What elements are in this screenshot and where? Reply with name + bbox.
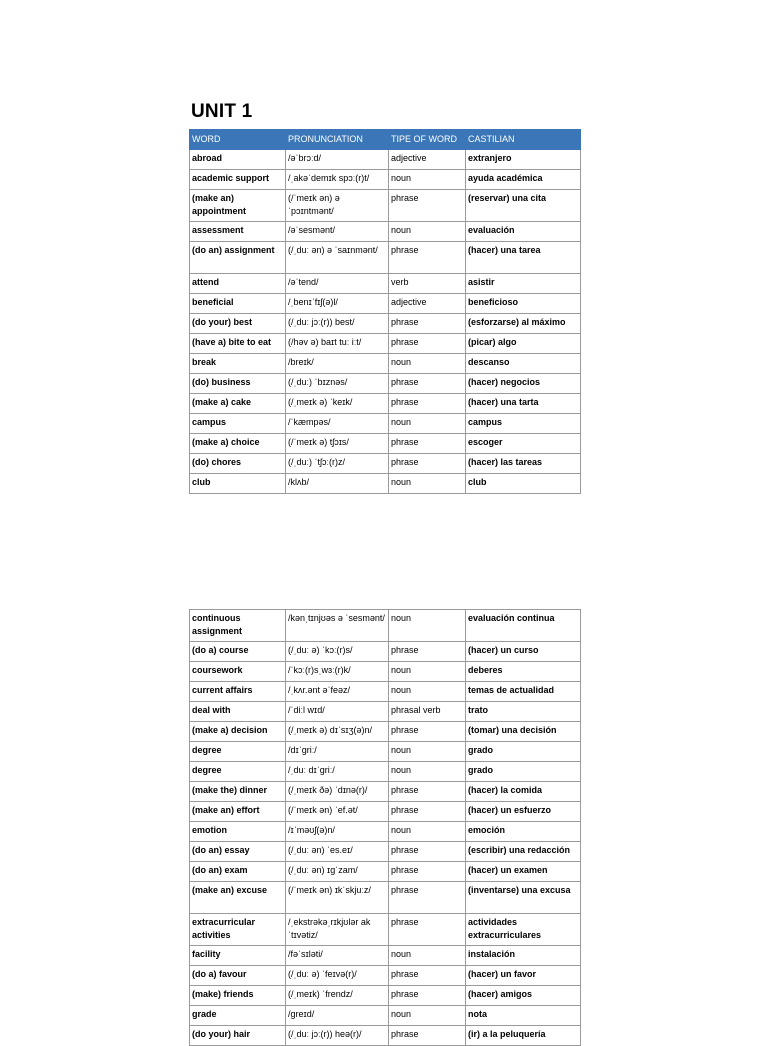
word-cell: club [190,474,286,494]
type-cell: phrase [389,782,466,802]
castilian-cell: (hacer) un curso [466,642,581,662]
vocabulary-table-1 [189,129,581,494]
header-castilian: CASTILIAN [466,130,581,150]
castilian-cell: (picar) algo [466,334,581,354]
castilian-cell: (hacer) una tarta [466,394,581,414]
castilian-cell: asistir [466,274,581,294]
word-cell: degree [190,742,286,762]
table-row [190,1026,581,1046]
castilian-cell: ayuda académica [466,170,581,190]
vocabulary-table-2 [189,609,581,1046]
pronunciation-cell: (/ˌduː ə) ˈfeɪvə(r)/ [286,966,389,986]
pronunciation-cell: (/ˌmeɪk ə) ˈkeɪk/ [286,394,389,414]
type-cell: noun [389,474,466,494]
castilian-cell: emoción [466,822,581,842]
header-word: WORD [190,130,286,150]
table-row [190,682,581,702]
word-cell: deal with [190,702,286,722]
word-cell: grade [190,1006,286,1026]
table-row [190,170,581,190]
type-cell: noun [389,222,466,242]
castilian-cell: (hacer) una tarea [466,242,581,274]
type-cell: noun [389,414,466,434]
pronunciation-cell: /greɪd/ [286,1006,389,1026]
pronunciation-cell: /ˌekstrəkəˌrɪkjʊlər ak ˈtɪvətiz/ [286,914,389,946]
table-row [190,722,581,742]
table-row [190,434,581,454]
type-cell: phrasal verb [389,702,466,722]
type-cell: verb [389,274,466,294]
page-title: UNIT 1 [191,101,253,122]
pronunciation-cell: (/ˌduː ən) ɪgˈzam/ [286,862,389,882]
word-cell: (make the) dinner [190,782,286,802]
table-row [190,242,581,274]
castilian-cell: descanso [466,354,581,374]
pronunciation-cell: (/ˌduː ən) ˈes.eɪ/ [286,842,389,862]
table-row [190,762,581,782]
pronunciation-cell: (/ˈmeɪk ən) ə ˈpɔɪntmənt/ [286,190,389,222]
type-cell: phrase [389,314,466,334]
table-row [190,862,581,882]
table-row [190,314,581,334]
table-row [190,294,581,314]
castilian-cell: temas de actualidad [466,682,581,702]
word-cell: beneficial [190,294,286,314]
pronunciation-cell: (/həv ə) baɪt tuː iːt/ [286,334,389,354]
type-cell: noun [389,610,466,642]
header-pronunciation: PRONUNCIATION [286,130,389,150]
pronunciation-cell: (/ˌduː jɔː(r)) heə(r)/ [286,1026,389,1046]
pronunciation-cell: /əˈbrɔːd/ [286,150,389,170]
table-row [190,822,581,842]
word-cell: (do your) best [190,314,286,334]
word-cell: attend [190,274,286,294]
type-cell: phrase [389,986,466,1006]
table-row [190,1006,581,1026]
pronunciation-cell: /breɪk/ [286,354,389,374]
word-cell: (do an) assignment [190,242,286,274]
word-cell: assessment [190,222,286,242]
table-row [190,222,581,242]
table-row [190,882,581,914]
table-row [190,274,581,294]
castilian-cell: grado [466,742,581,762]
type-cell: phrase [389,802,466,822]
pronunciation-cell: (/ˌmeɪk) ˈfrendz/ [286,986,389,1006]
type-cell: noun [389,822,466,842]
table-row [190,610,581,642]
pronunciation-cell: /əˈsesmənt/ [286,222,389,242]
table-row [190,662,581,682]
castilian-cell: (hacer) un favor [466,966,581,986]
pronunciation-cell: (/ˌduː jɔː(r)) best/ [286,314,389,334]
word-cell: (make a) decision [190,722,286,742]
castilian-cell: (hacer) negocios [466,374,581,394]
word-cell: coursework [190,662,286,682]
pronunciation-cell: (/ˈmeɪk ən) ɪkˈskjuːz/ [286,882,389,914]
table-row [190,986,581,1006]
castilian-cell: actividades extracurriculares [466,914,581,946]
word-cell: campus [190,414,286,434]
word-cell: (make) friends [190,986,286,1006]
castilian-cell: instalación [466,946,581,966]
word-cell: (do your) hair [190,1026,286,1046]
type-cell: phrase [389,334,466,354]
pronunciation-cell: /əˈtend/ [286,274,389,294]
type-cell: phrase [389,374,466,394]
type-cell: noun [389,946,466,966]
castilian-cell: extranjero [466,150,581,170]
castilian-cell: escoger [466,434,581,454]
type-cell: phrase [389,1026,466,1046]
table-row [190,334,581,354]
type-cell: noun [389,170,466,190]
word-cell: (make an) effort [190,802,286,822]
castilian-cell: (hacer) amigos [466,986,581,1006]
pronunciation-cell: /ˌakəˈdemɪk spɔː(r)t/ [286,170,389,190]
type-cell: phrase [389,882,466,914]
pronunciation-cell: (/ˈmeɪk ən) ˈef.ət/ [286,802,389,822]
table-row [190,742,581,762]
castilian-cell: nota [466,1006,581,1026]
word-cell: break [190,354,286,374]
type-cell: phrase [389,190,466,222]
type-cell: phrase [389,242,466,274]
castilian-cell: grado [466,762,581,782]
pronunciation-cell: /ˈkɔː(r)sˌwɜː(r)k/ [286,662,389,682]
type-cell: noun [389,762,466,782]
table-row [190,394,581,414]
type-cell: noun [389,1006,466,1026]
pronunciation-cell: /fəˈsɪləti/ [286,946,389,966]
pronunciation-cell: (/ˌmeɪk ə) dɪˈsɪʒ(ə)n/ [286,722,389,742]
castilian-cell: (ir) a la peluquería [466,1026,581,1046]
word-cell: degree [190,762,286,782]
table-row [190,642,581,662]
castilian-cell: (hacer) las tareas [466,454,581,474]
table-row [190,702,581,722]
word-cell: current affairs [190,682,286,702]
header-type: TIPE OF WORD [389,130,466,150]
pronunciation-cell: (/ˈmeɪk ə) tʃɔɪs/ [286,434,389,454]
type-cell: noun [389,682,466,702]
word-cell: emotion [190,822,286,842]
type-cell: phrase [389,642,466,662]
pronunciation-cell: /kənˌtɪnjʊəs ə ˈsesmənt/ [286,610,389,642]
word-cell: (make an) appointment [190,190,286,222]
word-cell: (do) business [190,374,286,394]
pronunciation-cell: /dɪˈgriː/ [286,742,389,762]
table-row [190,190,581,222]
castilian-cell: campus [466,414,581,434]
word-cell: (make a) choice [190,434,286,454]
type-cell: adjective [389,294,466,314]
castilian-cell: deberes [466,662,581,682]
castilian-cell: beneficioso [466,294,581,314]
pronunciation-cell: (/ˌduː ə) ˈkɔː(r)s/ [286,642,389,662]
word-cell: continuous assignment [190,610,286,642]
type-cell: phrase [389,434,466,454]
table-row [190,966,581,986]
castilian-cell: (hacer) un examen [466,862,581,882]
castilian-cell: evaluación continua [466,610,581,642]
pronunciation-cell: (/ˌduː ən) ə ˈsaɪnmənt/ [286,242,389,274]
pronunciation-cell: /ˈkæmpəs/ [286,414,389,434]
word-cell: (do an) essay [190,842,286,862]
pronunciation-cell: /ɪˈməʊʃ(ə)n/ [286,822,389,842]
pronunciation-cell: /ˌbenɪˈfɪʃ(ə)l/ [286,294,389,314]
word-cell: (make a) cake [190,394,286,414]
castilian-cell: (esforzarse) al máximo [466,314,581,334]
type-cell: noun [389,662,466,682]
castilian-cell: evaluación [466,222,581,242]
pronunciation-cell: /ˈdiːl wɪd/ [286,702,389,722]
pronunciation-cell: /klʌb/ [286,474,389,494]
type-cell: phrase [389,862,466,882]
table-row [190,374,581,394]
table-row [190,414,581,434]
type-cell: phrase [389,394,466,414]
word-cell: (do) chores [190,454,286,474]
pronunciation-cell: (/ˌduː) ˈbɪznəs/ [286,374,389,394]
castilian-cell: (hacer) un esfuerzo [466,802,581,822]
word-cell: (make an) excuse [190,882,286,914]
word-cell: (do a) course [190,642,286,662]
pronunciation-cell: /ˌduː dɪˈgriː/ [286,762,389,782]
pronunciation-cell: (/ˌduː) ˈtʃɔː(r)z/ [286,454,389,474]
table-row [190,802,581,822]
word-cell: (do an) exam [190,862,286,882]
type-cell: phrase [389,454,466,474]
word-cell: (do a) favour [190,966,286,986]
castilian-cell: (hacer) la comida [466,782,581,802]
type-cell: noun [389,742,466,762]
table-row [190,946,581,966]
type-cell: phrase [389,842,466,862]
pronunciation-cell: /ˌkʌr.ənt əˈfeəz/ [286,682,389,702]
word-cell: extracurricular activities [190,914,286,946]
table-row [190,474,581,494]
type-cell: noun [389,354,466,374]
pronunciation-cell: (/ˌmeɪk ðə) ˈdɪnə(r)/ [286,782,389,802]
castilian-cell: (tomar) una decisión [466,722,581,742]
castilian-cell: (escribir) una redacción [466,842,581,862]
word-cell: (have a) bite to eat [190,334,286,354]
castilian-cell: trato [466,702,581,722]
word-cell: abroad [190,150,286,170]
type-cell: phrase [389,722,466,742]
castilian-cell: (reservar) una cita [466,190,581,222]
type-cell: adjective [389,150,466,170]
table-row [190,454,581,474]
word-cell: facility [190,946,286,966]
table-row [190,842,581,862]
type-cell: phrase [389,914,466,946]
table-header-row [190,130,581,150]
table-row [190,782,581,802]
table-row [190,150,581,170]
castilian-cell: club [466,474,581,494]
word-cell: academic support [190,170,286,190]
type-cell: phrase [389,966,466,986]
castilian-cell: (inventarse) una excusa [466,882,581,914]
table-row [190,914,581,946]
table-row [190,354,581,374]
